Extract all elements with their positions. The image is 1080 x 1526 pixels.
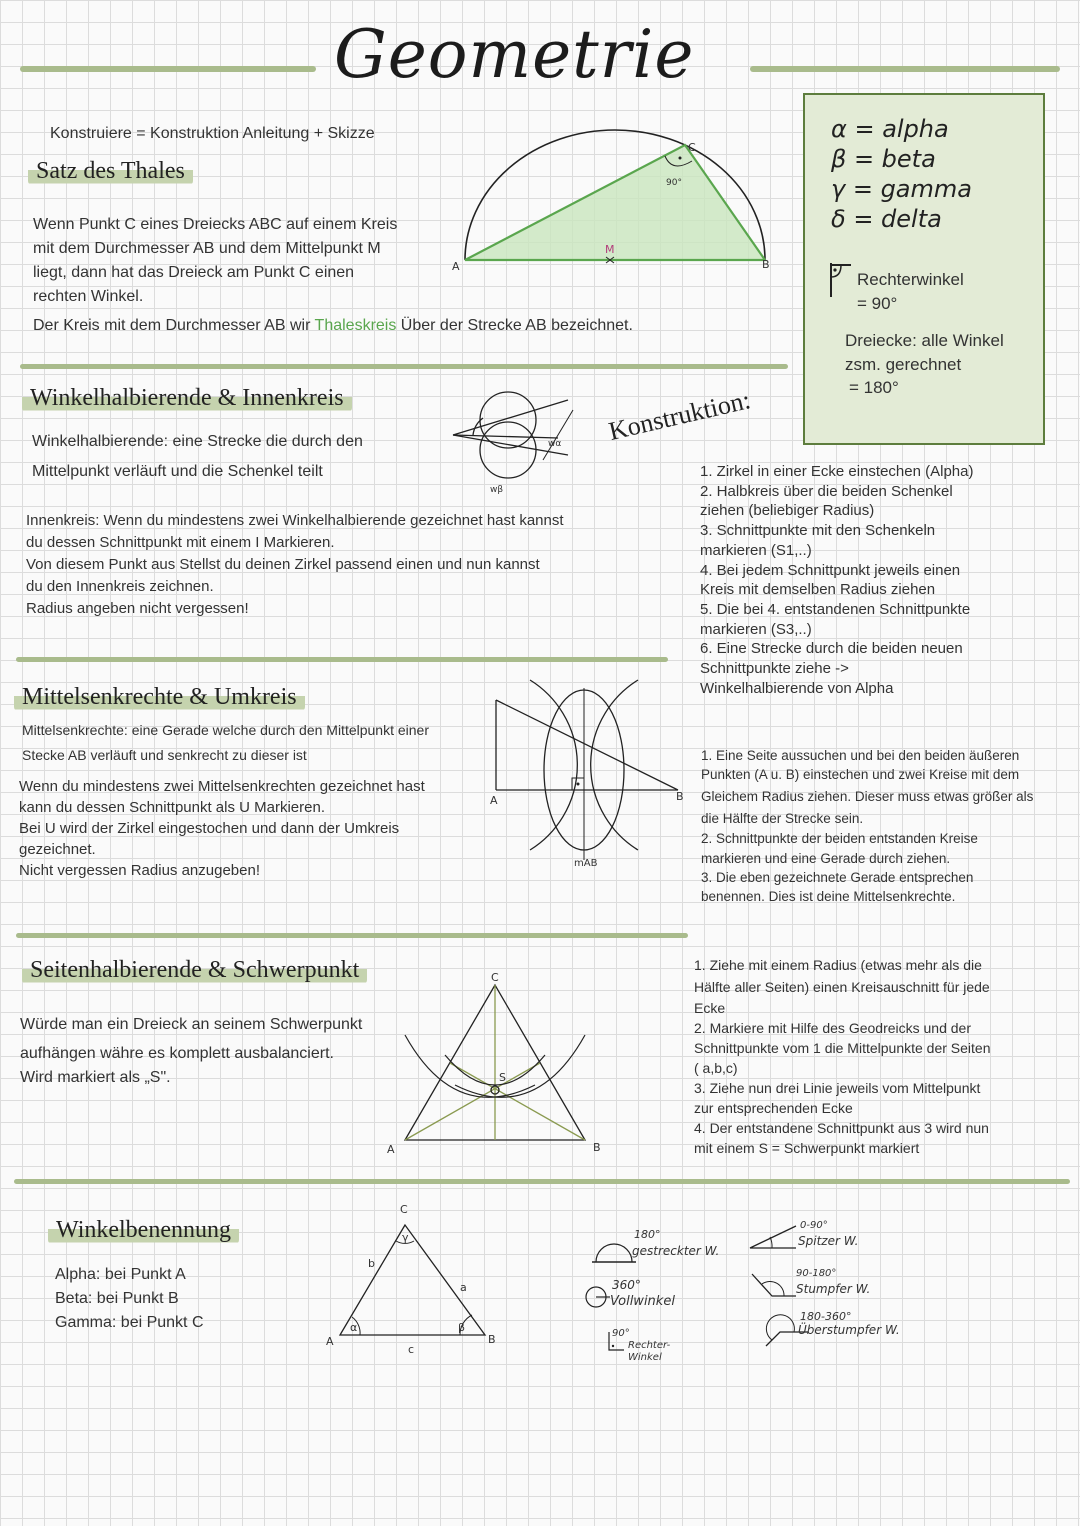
title-rule-left	[20, 66, 316, 72]
seiten-heading: Seitenhalbierende & Schwerpunkt	[22, 957, 367, 984]
seiten-step: Ecke	[694, 1000, 726, 1016]
triangle-sum-1: Dreiecke: alle Winkel	[845, 331, 1004, 350]
thales-line-1: Wenn Punkt C eines Dreiecks ABC auf einem Kreis	[33, 216, 398, 233]
konstruktion-step: 4. Bei jedem Schnittpunkt jeweils einen	[700, 561, 961, 579]
thales-line-2: mit dem Durchmesser AB und dem Mittelpunkt M	[33, 240, 381, 257]
umkreis-line-1: Wenn du mindestens zwei Mittelsenkrechten gezeichnet hast	[19, 778, 425, 795]
triangle-sum-3: = 180°	[849, 378, 899, 397]
greek-gamma: γ = gamma	[831, 175, 972, 203]
mittel-steps	[701, 746, 1071, 906]
section-rule-4	[14, 1179, 1070, 1184]
page-title: Geometrie	[334, 16, 695, 93]
mittel-def-2: Stecke AB verläuft und senkrecht zu dieser ist	[22, 747, 307, 763]
mittel-heading: Mittelsenkrechte & Umkreis	[14, 684, 305, 711]
mittel-step: die Hälfte der Strecke sein.	[701, 811, 864, 827]
mittel-step: 3. Die eben gezeichnete Gerade entsprechen	[701, 869, 974, 885]
angle-naming-triangle	[320, 1195, 520, 1365]
acute-angle-icon	[748, 1222, 798, 1252]
section-rule-2	[16, 657, 668, 662]
bisector-label-wa: wα	[548, 439, 562, 449]
konstruktion-step: markieren (S1,..)	[700, 541, 812, 559]
benennung-line-3: Gamma: bei Punkt C	[55, 1314, 204, 1331]
mittel-step: benennen. Dies ist deine Mittelsenkrechte.	[701, 889, 956, 905]
intro-line: Konstruiere = Konstruktion Anleitung + Skizze	[50, 125, 375, 142]
centroid-label-c: C	[491, 971, 499, 984]
naming-label-c-top: C	[400, 1203, 408, 1216]
umkreis-line-4: gezeichnet.	[19, 841, 96, 858]
konstruktion-step: markieren (S3,..)	[700, 620, 812, 638]
thales-line-5-pre: Der Kreis mit dem Durchmesser AB wir	[33, 317, 315, 334]
innenkreis-line-2: du dessen Schnittpunkt mit einem I Markieren.	[26, 534, 335, 551]
centroid-label-s: S	[499, 1071, 506, 1084]
bisector-figure	[448, 380, 588, 495]
winkel-def-1: Winkelhalbierende: eine Strecke die durch den	[32, 433, 363, 450]
mittel-step: 1. Eine Seite aussuchen und bei den beiden äußeren	[701, 748, 1020, 763]
full-angle-icon	[582, 1283, 612, 1313]
thaleskreis-highlight: Thaleskreis	[314, 317, 397, 334]
naming-label-side-c: c	[408, 1343, 415, 1356]
centroid-label-b: B	[593, 1141, 601, 1154]
konstruktion-step: 1. Zirkel in einer Ecke einstechen (Alpha)	[700, 463, 974, 480]
seiten-step: Hälfte aller Seiten) einen Kreisauschnitt für jede	[694, 979, 990, 995]
konstruktion-step: Kreis mit demselben Radius ziehen	[700, 581, 936, 599]
full-angle-name: Vollwinkel	[610, 1294, 675, 1309]
umkreis-line-2: kann du dessen Schnittpunkt als U Markieren.	[19, 799, 325, 816]
perpendicular-figure	[488, 670, 688, 870]
section-rule-1	[20, 364, 788, 369]
benennung-heading: Winkelbenennung	[48, 1217, 239, 1244]
konstruktion-step: Winkelhalbierende von Alpha	[700, 679, 894, 697]
winkel-def-2: Mittelpunkt verläuft und die Schenkel teilt	[32, 463, 323, 480]
innenkreis-line-1: Innenkreis: Wenn du mindestens zwei Winkelhalbierende gezeichnet hast kannst	[26, 512, 564, 529]
thales-angle-label: 90°	[666, 178, 682, 188]
seiten-line-3: Wird markiert als „S".	[20, 1069, 171, 1086]
perp-label-b: B	[676, 790, 684, 803]
winkel-heading: Winkelhalbierende & Innenkreis	[22, 385, 352, 412]
konstruktion-step: 6. Eine Strecke durch die beiden neuen	[700, 640, 963, 658]
perp-label-a: A	[490, 794, 498, 807]
obtuse-angle-icon	[748, 1270, 798, 1304]
naming-label-b: B	[488, 1333, 496, 1346]
greek-letters-box	[803, 93, 1045, 445]
seiten-step: mit einem S = Schwerpunkt markiert	[694, 1140, 920, 1156]
seiten-steps	[694, 954, 1064, 1158]
thales-figure	[452, 125, 780, 275]
thales-line-5	[33, 314, 633, 338]
seiten-step: zur entsprechenden Ecke	[694, 1100, 853, 1116]
obtuse-angle-name: Stumpfer W.	[796, 1282, 871, 1296]
benennung-line-2: Beta: bei Punkt B	[55, 1290, 179, 1307]
acute-angle-deg: 0-90°	[800, 1220, 828, 1231]
naming-label-side-b: b	[368, 1257, 375, 1270]
seiten-step: ( a,b,c)	[694, 1060, 738, 1076]
thales-label-b: B	[762, 258, 770, 271]
thales-label-m: M	[605, 243, 615, 256]
right-angle-type-deg: 90°	[612, 1328, 630, 1339]
mittel-def-1: Mittelsenkrechte: eine Gerade welche durch den Mittelpunkt einer	[22, 722, 429, 738]
innenkreis-line-5: Radius angeben nicht vergessen!	[26, 600, 249, 617]
konstruktion-step: 5. Die bei 4. entstandenen Schnittpunkte	[700, 600, 971, 618]
thales-triangle	[465, 145, 765, 260]
right-angle-type-name: Rechter-Winkel	[628, 1340, 671, 1363]
konstruktion-step: ziehen (beliebiger Radius)	[700, 502, 875, 520]
acute-angle-name: Spitzer W.	[798, 1234, 859, 1248]
mittel-step: Punkten (A u. B) einstechen und zwei Kreise mit dem	[701, 767, 1020, 783]
thales-line-5-post: Über der Strecke AB bezeichnet.	[396, 317, 633, 334]
seiten-line-1: Würde man ein Dreieck an seinem Schwerpunkt	[20, 1016, 363, 1033]
seiten-step: 4. Der entstandene Schnittpunkt aus 3 wird nun	[694, 1120, 989, 1136]
obtuse-angle-deg: 90-180°	[796, 1268, 837, 1279]
triangle-sum-2: zsm. gerechnet	[845, 355, 962, 374]
konstruktion-steps	[700, 462, 1060, 698]
umkreis-line-5: Nicht vergessen Radius anzugeben!	[19, 862, 260, 879]
section-rule-3	[16, 933, 688, 938]
seiten-line-2: aufhängen währe es komplett ausbalanciert.	[20, 1045, 334, 1062]
greek-beta: β = beta	[831, 145, 936, 173]
centroid-figure	[385, 971, 645, 1156]
naming-label-beta: β	[458, 1321, 466, 1334]
umkreis-line-3: Bei U wird der Zirkel eingestochen und dann der Umkreis	[19, 820, 400, 837]
konstruktion-step: Schnittpunkte ziehe ->	[700, 660, 849, 678]
greek-delta: δ = delta	[831, 205, 942, 233]
right-angle-value: = 90°	[857, 294, 898, 313]
thales-line-3: liegt, dann hat das Dreieck am Punkt C einen	[33, 264, 355, 281]
thales-line-4: rechten Winkel.	[33, 288, 144, 305]
perp-label-m: mAB	[574, 858, 598, 869]
innenkreis-line-3: Von diesem Punkt aus Stellst du deinen Zirkel passend einen und nun kannst	[26, 556, 540, 573]
benennung-line-1: Alpha: bei Punkt A	[55, 1266, 186, 1283]
konstruktion-heading: Konstruktion:	[605, 385, 754, 446]
bisector-label-wb: wβ	[490, 485, 504, 495]
centroid-label-a: A	[387, 1143, 395, 1156]
naming-label-a: A	[326, 1335, 334, 1348]
right-angle-icon	[827, 261, 857, 301]
right-angle-label: Rechterwinkel	[857, 270, 964, 289]
greek-alpha: α = alpha	[831, 115, 949, 143]
thales-label-a: A	[452, 260, 460, 273]
konstruktion-step: 2. Halbkreis über die beiden Schenkel	[700, 482, 953, 500]
title-rule-right	[750, 66, 1060, 72]
konstruktion-step: 3. Schnittpunkte mit den Schenkeln	[700, 522, 936, 540]
naming-label-side-a: a	[460, 1281, 467, 1294]
seiten-step: 3. Ziehe nun drei Linie jeweils vom Mittelpunkt	[694, 1080, 981, 1096]
straight-angle-deg: 180°	[634, 1228, 661, 1241]
full-angle-deg: 360°	[612, 1278, 641, 1292]
seiten-step: Schnittpunkte vom 1 die Mittelpunkte der Seiten	[694, 1040, 991, 1056]
seiten-step: 2. Markiere mit Hilfe des Geodreicks und der	[694, 1020, 971, 1036]
mittel-step: 2. Schnittpunkte der beiden entstanden Kreise	[701, 831, 978, 847]
mittel-step: markieren und eine Gerade durch ziehen.	[701, 850, 951, 866]
mittel-step: Gleichem Radius ziehen. Dieser muss etwas größer als	[701, 789, 1034, 805]
innenkreis-line-4: du den Innenkreis zeichnen.	[26, 578, 214, 595]
naming-label-alpha: α	[350, 1321, 358, 1334]
reflex-angle-deg: 180-360°	[800, 1310, 852, 1323]
thales-heading: Satz des Thales	[28, 158, 193, 185]
seiten-step: 1. Ziehe mit einem Radius (etwas mehr als die	[694, 957, 982, 973]
thales-label-c: C	[688, 141, 696, 154]
naming-label-gamma: γ	[402, 1231, 409, 1244]
straight-angle-name: gestreckter W.	[632, 1244, 720, 1258]
reflex-angle-name: Überstumpfer W.	[798, 1323, 900, 1337]
